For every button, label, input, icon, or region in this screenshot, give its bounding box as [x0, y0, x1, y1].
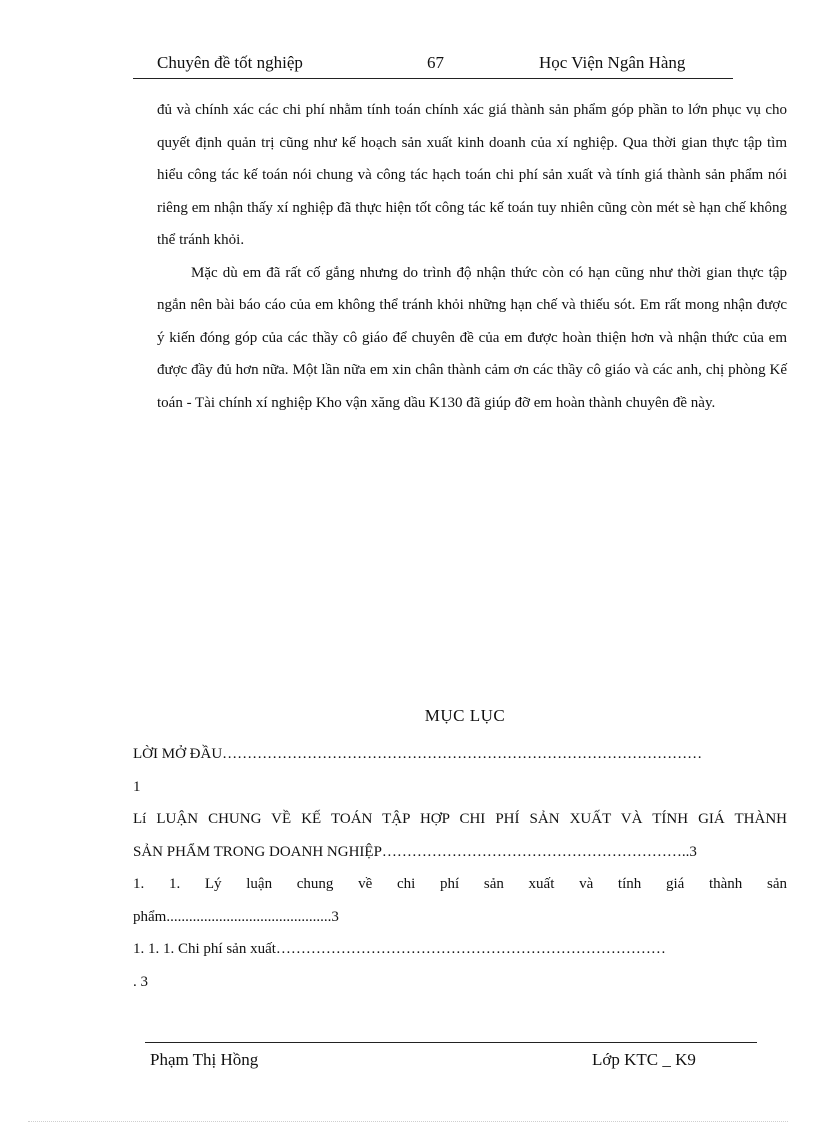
footer-rule [145, 1042, 757, 1043]
paragraph-1: đủ và chính xác các chi phí nhằm tính toán chính xác giá thành sản phẩm góp phần to lớn phục vụ cho quyết định quản trị cũng như kế hoạch sản xuất kinh doanh của xí nghiệp. Qua thời gian thực tập tìm hiểu công tác kế toán nói chung và công tác hạch toán chi phí sản xuất và tính giá thành sản phẩm nói riêng em nhận thấy xí nghiệp đã thực hiện tốt công tác kế toán tuy nhiên cũng còn mét sè hạn chế không thể tránh khỏi. [157, 102, 787, 248]
toc-line-section-cont: phẩm............................................3 [133, 908, 339, 925]
toc-line-chapter: Lí LUẬN CHUNG VỀ KẾ TOÁN TẬP HỢP CHI PHÍ SẢN XUẤT VÀ TÍNH GIÁ THÀNH [133, 811, 787, 827]
footer-class: Lớp KTC _ K9 [592, 1050, 696, 1069]
header-institution: Học Viện Ngân Hàng [539, 53, 686, 72]
table-of-contents [133, 738, 787, 998]
toc-line-subsection-page: . 3 [133, 973, 148, 990]
toc-title: MỤC LỤC [424, 706, 506, 725]
page-header [133, 52, 733, 79]
page-number: 67 [427, 53, 444, 72]
toc-line-intro: LỜI MỞ ĐẦU…………………………………………………………………………………… [133, 746, 703, 762]
toc-line-section: 1. 1. Lý luận chung về chi phí sản xuất và tính giá thành sản [133, 876, 787, 892]
toc-line-intro-page: 1 [133, 778, 141, 795]
page-edge-divider [28, 1121, 788, 1122]
toc-line-subsection: 1. 1. 1. Chi phí sản xuất…………………………………………………………………… [133, 941, 666, 957]
header-title: Chuyên đề tốt nghiệp [157, 53, 303, 72]
paragraph-2: Mặc dù em đã rất cố gắng nhưng do trình độ nhận thức còn có hạn cũng như thời gian thực tập ngắn nên bài báo cáo của em không thể tránh khỏi những hạn chế và thiếu sót. Em rất mong nhận được ý kiến đóng góp của các thầy cô giáo để chuyên đề của em được hoàn thiện hơn và nhận thức của em được đầy đủ hơn nữa. Một lần nữa em xin chân thành cảm ơn các thầy cô giáo và các anh, chị phòng Kế toán - Tài chính xí nghiệp Kho vận xăng dầu K130 đã giúp đỡ em hoàn thành chuyên đề này. [157, 264, 787, 411]
body-text [157, 94, 787, 419]
toc-line-chapter-cont: SẢN PHẨM TRONG DOANH NGHIỆP……………………………………………………..3 [133, 843, 697, 860]
footer-author: Phạm Thị Hồng [150, 1050, 259, 1069]
